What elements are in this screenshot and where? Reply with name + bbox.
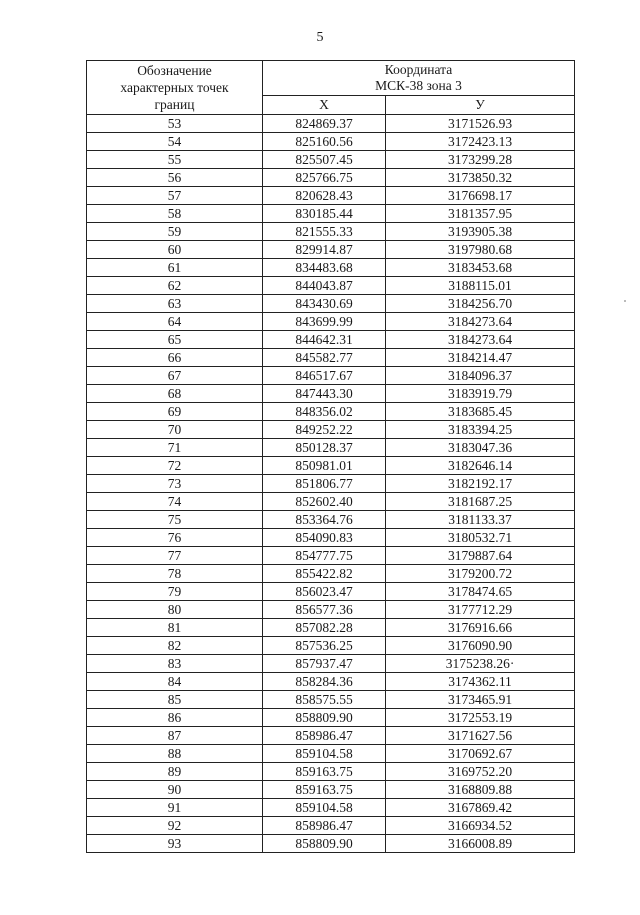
x-coordinate-cell: 858986.47: [263, 727, 386, 745]
y-coordinate-cell: 3172553.19: [386, 709, 575, 727]
x-coordinate-cell: 820628.43: [263, 187, 386, 205]
y-coordinate-cell: 3181133.37: [386, 511, 575, 529]
x-coordinate-cell: 858575.55: [263, 691, 386, 709]
x-coordinate-cell: 846517.67: [263, 367, 386, 385]
table-row: [87, 277, 575, 295]
x-coordinate-cell: 847443.30: [263, 385, 386, 403]
coordinate-header: [263, 61, 575, 96]
point-number-cell: 79: [87, 583, 263, 601]
table-row: [87, 349, 575, 367]
y-coordinate-cell: 3171526.93: [386, 115, 575, 133]
y-coordinate-cell: 3182646.14: [386, 457, 575, 475]
x-coordinate-cell: 850981.01: [263, 457, 386, 475]
x-coordinate-cell: 856023.47: [263, 583, 386, 601]
table-row: [87, 457, 575, 475]
table-row: [87, 403, 575, 421]
y-coordinate-cell: 3184214.47: [386, 349, 575, 367]
x-coordinate-cell: 859163.75: [263, 763, 386, 781]
x-coordinate-cell: 851806.77: [263, 475, 386, 493]
point-number-cell: 65: [87, 331, 263, 349]
point-number-cell: 71: [87, 439, 263, 457]
y-coordinate-cell: 3168809.88: [386, 781, 575, 799]
y-coordinate-cell: 3172423.13: [386, 133, 575, 151]
point-number-cell: 82: [87, 637, 263, 655]
point-header-line1: Обозначение: [137, 63, 212, 78]
point-number-cell: 90: [87, 781, 263, 799]
y-coordinate-cell: 3184273.64: [386, 313, 575, 331]
table-row: [87, 835, 575, 853]
y-coordinate-cell: 3184273.64: [386, 331, 575, 349]
table-row: [87, 241, 575, 259]
y-coordinate-cell: 3180532.71: [386, 529, 575, 547]
x-column-header: X: [263, 96, 386, 115]
x-coordinate-cell: 825507.45: [263, 151, 386, 169]
table-row: [87, 601, 575, 619]
point-number-cell: 93: [87, 835, 263, 853]
table-row: [87, 367, 575, 385]
point-number-cell: 63: [87, 295, 263, 313]
x-coordinate-cell: 853364.76: [263, 511, 386, 529]
x-coordinate-cell: 859104.58: [263, 799, 386, 817]
point-number-cell: 88: [87, 745, 263, 763]
table-row: [87, 709, 575, 727]
point-number-cell: 72: [87, 457, 263, 475]
x-coordinate-cell: 824869.37: [263, 115, 386, 133]
table-row: [87, 745, 575, 763]
x-coordinate-cell: 850128.37: [263, 439, 386, 457]
y-coordinate-cell: 3197980.68: [386, 241, 575, 259]
x-coordinate-cell: 858986.47: [263, 817, 386, 835]
point-number-cell: 53: [87, 115, 263, 133]
y-column-header: У: [386, 96, 575, 115]
table-row: [87, 187, 575, 205]
point-header-line3: границ: [154, 97, 195, 112]
table-row: [87, 133, 575, 151]
scan-speck: [624, 300, 626, 302]
y-coordinate-cell: 3179200.72: [386, 565, 575, 583]
table-row: [87, 331, 575, 349]
y-coordinate-cell: 3183394.25: [386, 421, 575, 439]
y-coordinate-cell: 3183685.45: [386, 403, 575, 421]
y-coordinate-cell: 3176916.66: [386, 619, 575, 637]
y-coordinate-cell: 3184256.70: [386, 295, 575, 313]
point-number-cell: 84: [87, 673, 263, 691]
x-coordinate-cell: 852602.40: [263, 493, 386, 511]
y-coordinate-cell: 3166008.89: [386, 835, 575, 853]
point-number-cell: 76: [87, 529, 263, 547]
y-coordinate-cell: 3170692.67: [386, 745, 575, 763]
point-number-cell: 86: [87, 709, 263, 727]
point-number-cell: 89: [87, 763, 263, 781]
y-coordinate-cell: 3183453.68: [386, 259, 575, 277]
x-coordinate-cell: 859104.58: [263, 745, 386, 763]
table-row: [87, 565, 575, 583]
point-number-cell: 61: [87, 259, 263, 277]
point-header-line2: характерных точек: [120, 80, 229, 95]
y-coordinate-cell: 3182192.17: [386, 475, 575, 493]
point-number-cell: 67: [87, 367, 263, 385]
y-coordinate-cell: 3181687.25: [386, 493, 575, 511]
point-number-cell: 68: [87, 385, 263, 403]
point-number-cell: 69: [87, 403, 263, 421]
x-coordinate-cell: 845582.77: [263, 349, 386, 367]
x-coordinate-cell: 830185.44: [263, 205, 386, 223]
y-coordinate-cell: 3177712.29: [386, 601, 575, 619]
point-number-cell: 87: [87, 727, 263, 745]
y-coordinate-cell: 3188115.01: [386, 277, 575, 295]
y-coordinate-cell: 3183047.36: [386, 439, 575, 457]
table-row: [87, 673, 575, 691]
table-row: [87, 313, 575, 331]
x-coordinate-cell: 858284.36: [263, 673, 386, 691]
x-coordinate-cell: 855422.82: [263, 565, 386, 583]
table-row: [87, 385, 575, 403]
x-coordinate-cell: 857536.25: [263, 637, 386, 655]
table-row: [87, 475, 575, 493]
table-body: [87, 115, 575, 853]
x-coordinate-cell: 825160.56: [263, 133, 386, 151]
table-row: [87, 151, 575, 169]
y-coordinate-cell: 3174362.11: [386, 673, 575, 691]
x-coordinate-cell: 844642.31: [263, 331, 386, 349]
y-coordinate-cell: 3176090.90: [386, 637, 575, 655]
y-coordinate-cell: 3178474.65: [386, 583, 575, 601]
point-number-cell: 77: [87, 547, 263, 565]
table-row: [87, 799, 575, 817]
point-number-cell: 78: [87, 565, 263, 583]
page-number: 5: [316, 30, 324, 45]
point-number-cell: 80: [87, 601, 263, 619]
table-row: [87, 655, 575, 673]
x-coordinate-cell: 857082.28: [263, 619, 386, 637]
point-number-cell: 74: [87, 493, 263, 511]
table-row: [87, 169, 575, 187]
point-number-cell: 57: [87, 187, 263, 205]
table-row: [87, 529, 575, 547]
y-coordinate-cell: 3184096.37: [386, 367, 575, 385]
point-number-cell: 62: [87, 277, 263, 295]
y-coordinate-cell: 3183919.79: [386, 385, 575, 403]
y-coordinate-cell: 3167869.42: [386, 799, 575, 817]
point-number-cell: 83: [87, 655, 263, 673]
point-number-cell: 75: [87, 511, 263, 529]
table-row: [87, 637, 575, 655]
x-coordinate-cell: 849252.22: [263, 421, 386, 439]
table-row: [87, 295, 575, 313]
y-coordinate-cell: 3173850.32: [386, 169, 575, 187]
y-coordinate-cell: 3171627.56: [386, 727, 575, 745]
y-coordinate-cell: 3173299.28: [386, 151, 575, 169]
x-coordinate-cell: 829914.87: [263, 241, 386, 259]
point-number-cell: 64: [87, 313, 263, 331]
table-row: [87, 691, 575, 709]
table-row: [87, 115, 575, 133]
coordinates-table: [86, 60, 575, 853]
y-coordinate-cell: 3169752.20: [386, 763, 575, 781]
coordinate-header-line1: Координата: [384, 62, 453, 77]
y-coordinate-cell: 3173465.91: [386, 691, 575, 709]
table-row: [87, 727, 575, 745]
y-coordinate-cell: 3176698.17: [386, 187, 575, 205]
y-coordinate-cell: 3166934.52: [386, 817, 575, 835]
y-coordinate-cell: 3179887.64: [386, 547, 575, 565]
y-coordinate-cell: 3193905.38: [386, 223, 575, 241]
table-row: [87, 259, 575, 277]
x-coordinate-cell: 859163.75: [263, 781, 386, 799]
table-row: [87, 817, 575, 835]
x-coordinate-cell: 843699.99: [263, 313, 386, 331]
x-coordinate-cell: 854090.83: [263, 529, 386, 547]
point-number-cell: 70: [87, 421, 263, 439]
point-number-cell: 58: [87, 205, 263, 223]
table-row: [87, 511, 575, 529]
x-coordinate-cell: 857937.47: [263, 655, 386, 673]
table-row: [87, 583, 575, 601]
point-number-cell: 66: [87, 349, 263, 367]
x-coordinate-cell: 858809.90: [263, 835, 386, 853]
table-row: [87, 421, 575, 439]
x-coordinate-cell: 843430.69: [263, 295, 386, 313]
point-designation-header: [87, 61, 263, 115]
coordinate-header-line2: МСК-38 зона 3: [375, 78, 462, 93]
table-row: [87, 493, 575, 511]
x-coordinate-cell: 856577.36: [263, 601, 386, 619]
table-row: [87, 439, 575, 457]
x-coordinate-cell: 858809.90: [263, 709, 386, 727]
x-coordinate-cell: 854777.75: [263, 547, 386, 565]
x-coordinate-cell: 821555.33: [263, 223, 386, 241]
x-coordinate-cell: 834483.68: [263, 259, 386, 277]
y-coordinate-cell: 3175238.26·: [386, 655, 575, 673]
x-coordinate-cell: 844043.87: [263, 277, 386, 295]
point-number-cell: 54: [87, 133, 263, 151]
point-number-cell: 60: [87, 241, 263, 259]
table-row: [87, 619, 575, 637]
point-number-cell: 73: [87, 475, 263, 493]
table-row: [87, 781, 575, 799]
x-coordinate-cell: 825766.75: [263, 169, 386, 187]
point-number-cell: 55: [87, 151, 263, 169]
x-coordinate-cell: 848356.02: [263, 403, 386, 421]
point-number-cell: 81: [87, 619, 263, 637]
y-coordinate-cell: 3181357.95: [386, 205, 575, 223]
point-number-cell: 56: [87, 169, 263, 187]
table-row: [87, 223, 575, 241]
point-number-cell: 85: [87, 691, 263, 709]
table-row: [87, 763, 575, 781]
point-number-cell: 92: [87, 817, 263, 835]
table-row: [87, 205, 575, 223]
point-number-cell: 59: [87, 223, 263, 241]
table-row: [87, 547, 575, 565]
point-number-cell: 91: [87, 799, 263, 817]
